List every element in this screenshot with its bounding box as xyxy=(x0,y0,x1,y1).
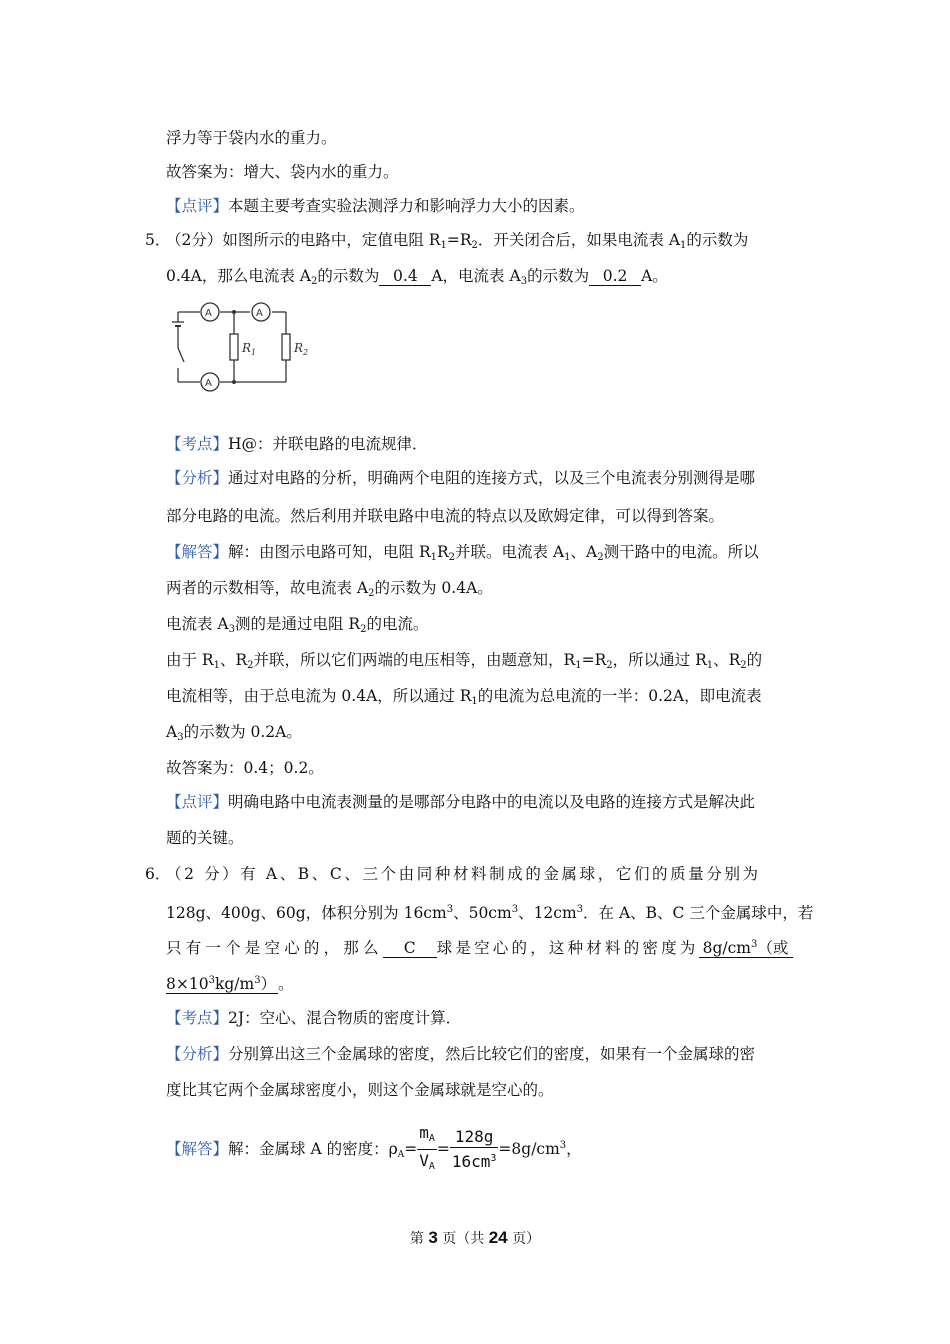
comment-tag: 【点评】 xyxy=(166,197,229,215)
fenxi-tag: 【分析】 xyxy=(166,469,229,487)
kaodian-tag: 【考点】 xyxy=(166,435,229,453)
answer-blank-2: $8g/cm^3$（或 xyxy=(699,936,793,958)
fenxi-line: 部分电路的电流。然后利用并联电路中电流的特点以及欧姆定律，可以得到答案。 xyxy=(166,507,725,525)
fenxi-line: 度比其它两个金属球密度小，则这个金属球就是空心的。 xyxy=(166,1081,554,1099)
fraction-values: $\frac{128g}{16cm^3}$ xyxy=(451,1127,497,1171)
r2-label: $R_2$ xyxy=(294,341,309,357)
dianping-line: 【点评】明确电路中电流表测量的是哪部分电路中的电流以及电路的连接方式是解决此 xyxy=(166,793,756,811)
comment-line: 【点评】本题主要考查实验法测浮力和影响浮力大小的因素。 xyxy=(166,197,585,215)
jieda-line: 电流相等，由于总电流为 0.4A，所以通过 $R_1$的电流为总电流的一半：0.2A，即电流表 xyxy=(166,687,762,707)
page-footer: 第 3 页（共 24 页） xyxy=(409,1228,541,1247)
svg-text:A: A xyxy=(256,308,263,319)
fraction-mass-volume: $\frac{m_A}{V_A}$ xyxy=(419,1122,435,1172)
jieda-tag: 【解答】 xyxy=(166,543,229,561)
jieda-line: 电流表 $A_3$测的是通过电阻 $R_2$的电流。 xyxy=(166,615,429,635)
text-line: 浮力等于袋内水的重力。 xyxy=(166,129,337,147)
question-6-line-3: 只有一个是空心的，那么 C 球是空心的，这种材料的密度为 $8g/cm^3$（或 xyxy=(166,936,793,958)
answer-line: 故答案为：0.4；0.2。 xyxy=(166,759,324,777)
question-number-6: 6． xyxy=(145,865,171,883)
resistor-r2-icon xyxy=(282,334,290,360)
question-5-line-2: 0.4A，那么电流表 $A_2$的示数为 0.4 A，电流表 $A_3$的示数为 0.2 A。 xyxy=(166,267,668,287)
total-pages: 24 xyxy=(488,1228,508,1247)
dianping-tag: 【点评】 xyxy=(166,793,229,811)
fenxi-line: 【分析】分别算出这三个金属球的密度，然后比较它们的密度，如果有一个金属球的密 xyxy=(166,1045,756,1063)
resistor-r1-icon xyxy=(230,334,238,360)
jieda-line: $A_3$的示数为 0.2A。 xyxy=(166,723,302,743)
jieda-line: 由于 $R_1$、$R_2$并联，所以它们两端的电压相等，由题意知，$R_1=R_2$，所以通过 $R_1$、$R_2$的 xyxy=(166,651,763,671)
svg-text:A: A xyxy=(205,308,212,319)
answer-blank-2: 0.2 xyxy=(589,267,641,286)
fenxi-line: 【分析】通过对电路的分析，明确两个电阻的连接方式，以及三个电流表分别测得是哪 xyxy=(166,469,756,487)
kaodian-line: 【考点】H@：并联电路的电流规律． xyxy=(166,435,428,453)
question-6-line-2: 128g、400g、60g，体积分别为 $16cm^3$、$50cm^3$、$12cm^3$．在 A、B、C 三个金属球中，若 xyxy=(166,904,814,922)
kaodian-tag: 【考点】 xyxy=(166,1009,229,1027)
page-number: 3 xyxy=(428,1228,438,1247)
circuit-diagram xyxy=(166,298,318,394)
kaodian-line: 【考点】2J：空心、混合物质的密度计算． xyxy=(166,1009,462,1027)
svg-text:A: A xyxy=(205,378,212,389)
answer-blank-1: 0.4 xyxy=(379,267,431,286)
jieda-line: 两者的示数相等，故电流表 $A_2$的示数为 0.4A。 xyxy=(166,579,493,599)
jieda-line: 【解答】解：由图示电路可知，电阻 $R_1R_2$并联。电流表 $A_1$、$A_2$测干路中的电流。所以 xyxy=(166,543,759,563)
jieda-line: 【解答】解：金属球 A 的密度：$\rho_A=$ $\frac{m_A}{V_A}$ = $\frac{128g}{16cm^3}$ $=8g/cm^3$， xyxy=(166,1122,582,1172)
text-line: 故答案为：增大、袋内水的重力。 xyxy=(166,163,399,181)
fenxi-tag: 【分析】 xyxy=(166,1045,229,1063)
answer-blank-1: C xyxy=(383,939,437,958)
jieda-tag: 【解答】 xyxy=(166,1140,229,1158)
question-number-5: 5． xyxy=(145,231,171,249)
r1-label: $R_1$ xyxy=(242,341,257,357)
question-5-line-1: （2分）如图所示的电路中，定值电阻 $R_1=R_2$．开关闭合后，如果电流表 $A_1$的示数为 xyxy=(166,231,749,251)
question-6-line-1: （2 分）有 A、B、C、三个由同种材料制成的金属球，它们的质量分别为 xyxy=(166,865,761,883)
question-6-line-4: $8\times 10^3kg/m^3$） 。 xyxy=(166,972,294,994)
dianping-line: 题的关键。 xyxy=(166,829,244,847)
answer-blank-2-cont: $8\times 10^3kg/m^3$） xyxy=(166,972,278,994)
switch-icon xyxy=(178,348,184,362)
